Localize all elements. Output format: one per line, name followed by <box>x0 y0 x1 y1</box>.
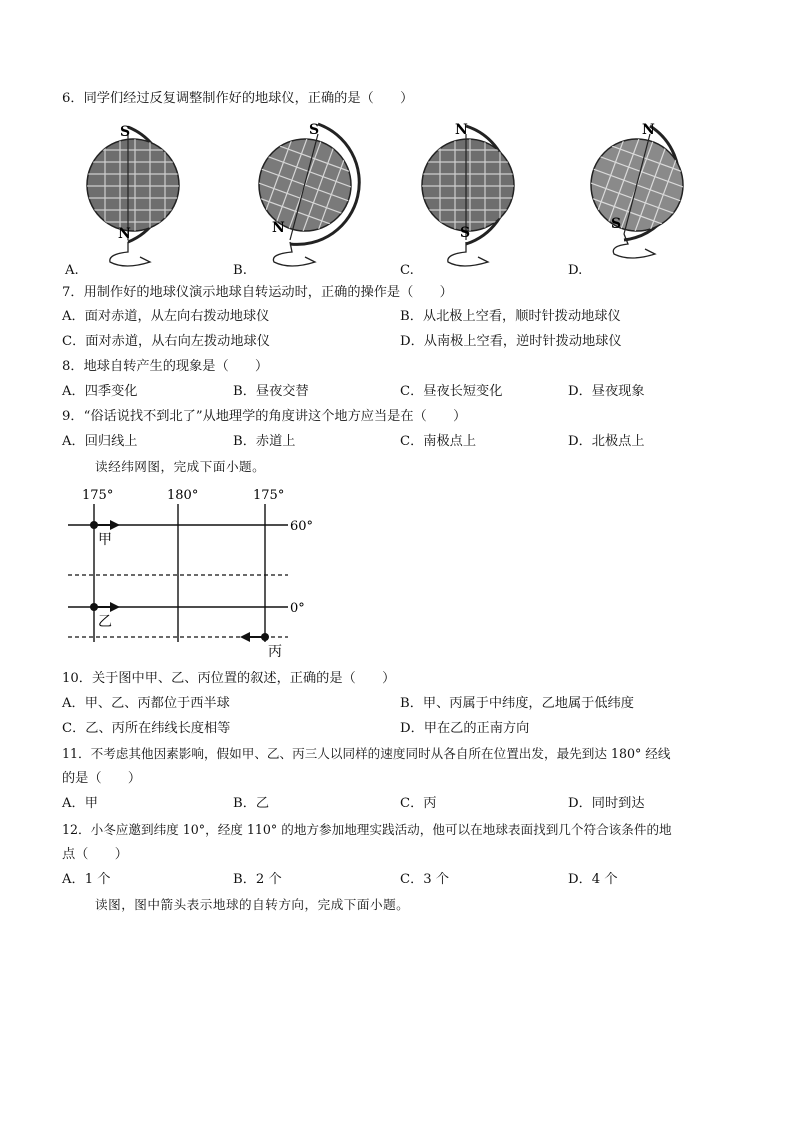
q7-option-c[interactable]: C．面对赤道，从右向左拨动地球仪 <box>62 334 270 349</box>
q11-option-a[interactable]: A．甲 <box>62 796 98 811</box>
globe-c-bottom-pole: S <box>460 225 471 241</box>
q8-option-c[interactable]: C．昼夜长短变化 <box>400 384 503 399</box>
q6-stem: 6．同学们经过反复调整制作好的地球仪，正确的是（ ） <box>62 91 414 106</box>
q10-option-d[interactable]: D．甲在乙的正南方向 <box>400 721 530 736</box>
q12-option-c[interactable]: C．3 个 <box>400 872 450 887</box>
point-jia: 甲 <box>98 532 112 548</box>
q10-option-a[interactable]: A．甲、乙、丙都位于西半球 <box>62 696 230 711</box>
point-bing: 丙 <box>268 644 282 660</box>
lon-label-175-west: 175° <box>82 488 114 503</box>
q12-option-a[interactable]: A．1 个 <box>62 872 111 887</box>
q7-option-a[interactable]: A．面对赤道，从左向右拨动地球仪 <box>62 309 270 324</box>
q8-option-b[interactable]: B．昼夜交替 <box>233 384 309 399</box>
q7-option-d[interactable]: D．从南极上空看，逆时针拨动地球仪 <box>400 334 622 349</box>
q12-option-d[interactable]: D．4 个 <box>568 872 618 887</box>
globe-b-bottom-pole: N <box>272 220 285 236</box>
globe-b <box>234 116 375 266</box>
globe-d <box>564 116 710 259</box>
point-yi: 乙 <box>98 614 112 630</box>
globe-c-top-pole: N <box>455 122 468 138</box>
q8-option-a[interactable]: A．四季变化 <box>62 384 138 399</box>
q7-option-b[interactable]: B．从北极上空看，顺时针拨动地球仪 <box>400 309 621 324</box>
q6-option-d[interactable]: D. <box>568 263 583 278</box>
q10-stem: 10．关于图中甲、乙、丙位置的叙述，正确的是（ ） <box>62 671 396 686</box>
q9-option-c[interactable]: C．南极点上 <box>400 434 477 449</box>
globe-a-top-pole: S <box>120 124 131 140</box>
globe-b-top-pole: S <box>309 122 320 138</box>
q7-stem: 7．用制作好的地球仪演示地球自转运动时，正确的操作是（ ） <box>62 285 453 300</box>
q8-option-d[interactable]: D．昼夜现象 <box>568 384 645 399</box>
globe-d-top-pole: N <box>642 122 655 138</box>
q6-option-b[interactable]: B. <box>233 263 247 278</box>
q8-stem: 8．地球自转产生的现象是（ ） <box>62 359 269 374</box>
q11-stem-line2: 的是（ ） <box>62 771 142 786</box>
q9-option-b[interactable]: B．赤道上 <box>233 434 296 449</box>
lat-label-0: 0° <box>290 601 305 616</box>
lon-label-180: 180° <box>167 488 199 503</box>
q10-option-b[interactable]: B．甲、丙属于中纬度，乙地属于低纬度 <box>400 696 634 711</box>
q11-stem-line1: 11．不考虑其他因素影响，假如甲、乙、丙三人以同样的速度同时从各自所在位置出发，最先到达 180° 经线 <box>62 746 671 761</box>
q9-option-d[interactable]: D．北极点上 <box>568 434 645 449</box>
q12-option-b[interactable]: B．2 个 <box>233 872 282 887</box>
lat-label-60: 60° <box>290 519 314 534</box>
q11-option-b[interactable]: B．乙 <box>233 796 270 811</box>
q11-option-d[interactable]: D．同时到达 <box>568 796 645 811</box>
q12-stem-line1: 12．小冬应邀到纬度 10°，经度 110° 的地方参加地理实践活动，他可以在地球表面找到几个符合该条件的地 <box>62 822 672 837</box>
q6-option-c[interactable]: C. <box>400 263 414 278</box>
q9-option-a[interactable]: A．回归线上 <box>62 434 138 449</box>
q11-option-c[interactable]: C．丙 <box>400 796 437 811</box>
globe-a <box>80 124 190 266</box>
globe-d-bottom-pole: S <box>611 216 622 232</box>
lon-label-175-east: 175° <box>253 488 285 503</box>
q6-globes-figure <box>0 112 794 282</box>
q6-option-a[interactable]: A. <box>65 263 79 278</box>
intro-rotation: 读图，图中箭头表示地球的自转方向，完成下面小题。 <box>95 897 410 912</box>
q10-option-c[interactable]: C．乙、丙所在纬线长度相等 <box>62 721 231 736</box>
globe-c <box>415 122 525 266</box>
lat-lon-grid-figure <box>60 482 380 662</box>
q12-stem-line2: 点（ ） <box>62 847 128 862</box>
q9-stem: 9．“俗话说找不到北了”从地理学的角度讲这个地方应当是在（ ） <box>62 409 467 424</box>
globe-a-bottom-pole: N <box>118 226 131 242</box>
intro-grid: 读经纬网图，完成下面小题。 <box>95 459 266 474</box>
